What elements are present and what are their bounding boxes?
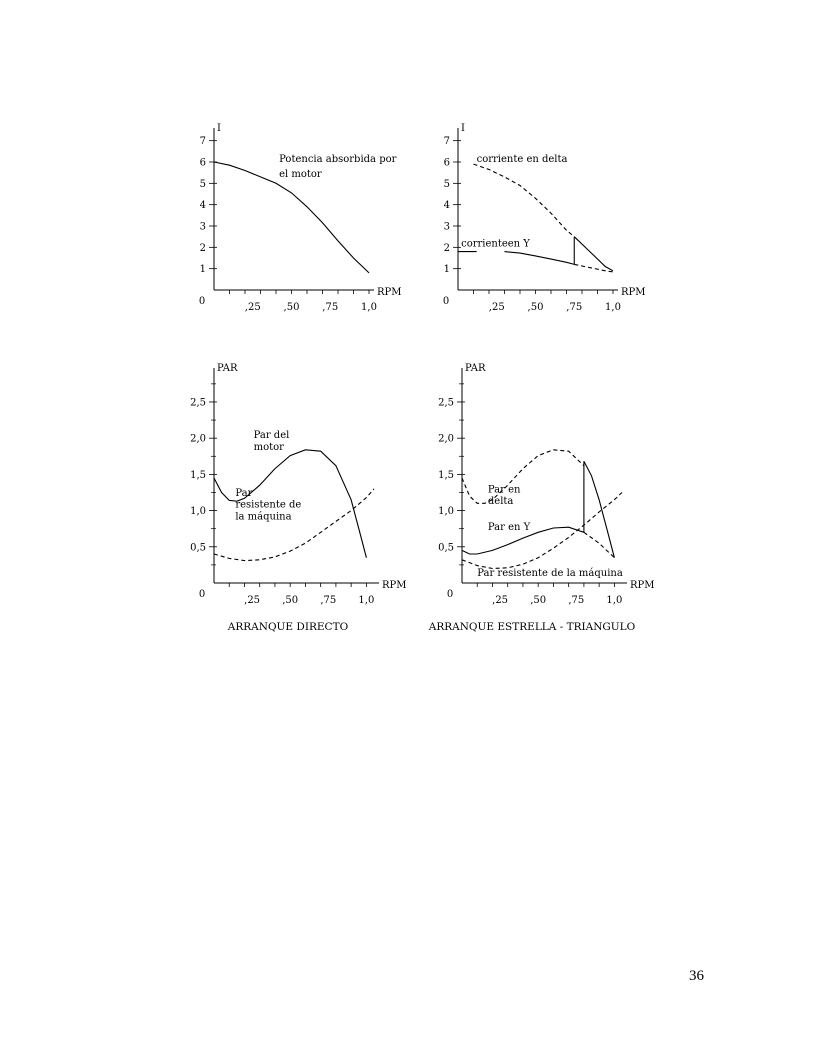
x-tick-label: ,25 bbox=[244, 302, 261, 313]
y-tick-label: 5 bbox=[443, 178, 450, 190]
annotation-label: Par en Y bbox=[487, 522, 531, 534]
origin-label: 0 bbox=[198, 589, 206, 600]
series-line-4 bbox=[584, 532, 615, 557]
chart-panel-1 bbox=[199, 123, 402, 313]
y-tick-label: 4 bbox=[199, 200, 206, 212]
annotation-label: Par en bbox=[487, 484, 521, 496]
x-tick-label: ,50 bbox=[283, 302, 300, 313]
annotation-label: delta bbox=[487, 496, 514, 508]
annotation-label: motor bbox=[253, 441, 284, 453]
annotation-label: Potencia absorbida por bbox=[279, 154, 397, 165]
x-tick-label: 1,0 bbox=[361, 302, 377, 313]
y-axis-label: PAR bbox=[217, 363, 238, 374]
x-tick-label: ,75 bbox=[568, 595, 585, 606]
x-axis-label: RPM bbox=[382, 580, 407, 591]
chart-panel-3 bbox=[190, 363, 406, 633]
x-tick-label: ,75 bbox=[322, 302, 339, 313]
x-tick-label: 1,0 bbox=[605, 302, 621, 313]
chart-caption: ARRANQUE DIRECTO bbox=[227, 621, 349, 633]
y-tick-label: 2,5 bbox=[438, 397, 454, 409]
annotation-label: Par bbox=[235, 488, 253, 500]
x-tick-label: ,50 bbox=[282, 595, 299, 606]
y-tick-label: 2 bbox=[199, 242, 206, 254]
y-tick-label: 1 bbox=[443, 264, 450, 276]
x-axis-label: RPM bbox=[630, 580, 655, 591]
x-tick-label: ,50 bbox=[527, 302, 544, 313]
annotation-label: Par resistente de la máquina bbox=[477, 567, 623, 579]
series-line-5 bbox=[462, 493, 622, 569]
y-tick-label: 4 bbox=[443, 200, 450, 212]
series-line-1 bbox=[462, 450, 584, 504]
y-tick-label: 1,0 bbox=[190, 506, 206, 518]
y-axis-label: I bbox=[217, 123, 221, 134]
x-tick-label: ,75 bbox=[320, 595, 337, 606]
y-tick-label: 0,5 bbox=[438, 542, 454, 554]
chart-panel-4 bbox=[428, 363, 655, 633]
origin-label: 0 bbox=[442, 296, 450, 307]
y-tick-label: 1,5 bbox=[190, 469, 206, 481]
series-line-3 bbox=[584, 461, 615, 557]
y-tick-label: 3 bbox=[199, 221, 206, 233]
y-tick-label: 7 bbox=[443, 136, 450, 148]
x-axis-label: RPM bbox=[621, 287, 646, 298]
y-axis-label: PAR bbox=[465, 363, 486, 374]
chart-panel-2 bbox=[443, 123, 646, 313]
annotation-label: corriente en delta bbox=[476, 154, 568, 165]
y-tick-label: 6 bbox=[199, 157, 206, 169]
x-tick-label: ,25 bbox=[492, 595, 509, 606]
y-tick-label: 2 bbox=[443, 242, 450, 254]
y-tick-label: 6 bbox=[443, 157, 450, 169]
y-tick-label: 3 bbox=[443, 221, 450, 233]
x-tick-label: ,25 bbox=[488, 302, 505, 313]
chart-caption: ARRANQUE ESTRELLA - TRIANGULO bbox=[428, 621, 636, 633]
origin-label: 0 bbox=[198, 296, 206, 307]
x-tick-label: ,25 bbox=[244, 595, 261, 606]
annotation-label: Par del bbox=[253, 430, 290, 442]
x-tick-label: ,50 bbox=[530, 595, 547, 606]
annotation-label: el motor bbox=[279, 168, 322, 180]
x-axis-label: RPM bbox=[377, 287, 402, 298]
y-tick-label: 1 bbox=[199, 264, 206, 276]
y-tick-label: 7 bbox=[199, 136, 206, 148]
y-tick-label: 0,5 bbox=[190, 542, 206, 554]
y-tick-label: 2,0 bbox=[438, 433, 454, 445]
y-tick-label: 2,0 bbox=[190, 433, 206, 445]
annotation-label: la máquina bbox=[235, 511, 292, 523]
series-line-3 bbox=[574, 237, 613, 271]
x-tick-label: 1,0 bbox=[606, 595, 623, 606]
x-tick-label: 1,0 bbox=[358, 595, 375, 606]
origin-label: 0 bbox=[446, 589, 454, 600]
page-number: 36 bbox=[689, 968, 704, 984]
series-line-1 bbox=[474, 164, 575, 237]
annotation-label: corrienteen Y bbox=[461, 238, 530, 250]
annotation-label: resistente de bbox=[235, 499, 302, 511]
y-tick-label: 2,5 bbox=[190, 397, 206, 409]
y-tick-label: 5 bbox=[199, 178, 206, 190]
x-tick-label: ,75 bbox=[566, 302, 583, 313]
y-tick-label: 1,0 bbox=[438, 506, 454, 518]
y-tick-label: 1,5 bbox=[438, 469, 454, 481]
y-axis-label: I bbox=[461, 123, 465, 134]
series-line-2 bbox=[505, 252, 575, 265]
